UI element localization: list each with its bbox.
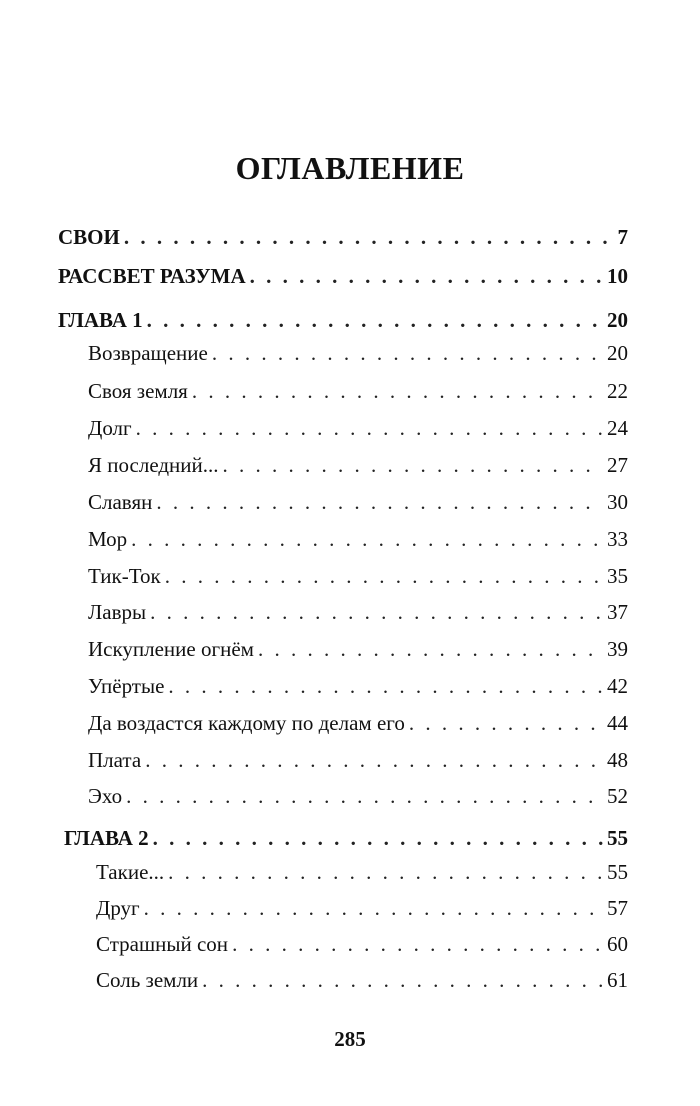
toc-item bbox=[88, 335, 628, 371]
toc-entry-page: 44 bbox=[607, 711, 628, 735]
toc-entry-label: Эхо bbox=[88, 784, 123, 808]
toc-item bbox=[96, 962, 628, 998]
toc-entry-page: 37 bbox=[607, 600, 628, 624]
toc-entry-page: 22 bbox=[607, 379, 628, 403]
toc-entry-page: 10 bbox=[607, 264, 628, 288]
toc-item bbox=[88, 742, 628, 778]
toc-section bbox=[58, 302, 628, 338]
toc-entry-label: Мор bbox=[88, 527, 128, 551]
dot-leader bbox=[150, 594, 603, 630]
toc-entry-label: Плата bbox=[88, 748, 142, 772]
toc-entry-page: 27 bbox=[607, 453, 628, 477]
toc-entry-page: 20 bbox=[607, 341, 628, 365]
toc-item bbox=[96, 854, 628, 890]
toc-entry-label: Упёртые bbox=[88, 674, 165, 698]
toc-section bbox=[58, 258, 628, 294]
dot-leader bbox=[212, 335, 603, 371]
dot-leader bbox=[147, 302, 603, 338]
toc-item bbox=[88, 521, 628, 557]
toc-section bbox=[58, 219, 628, 255]
toc-item bbox=[88, 484, 628, 520]
toc-item bbox=[88, 410, 628, 446]
dot-leader bbox=[232, 926, 603, 962]
toc-entry-label: ГЛАВА 1 bbox=[58, 308, 143, 332]
toc-entry-page: 24 bbox=[607, 416, 628, 440]
toc-entry-label: Я последний... bbox=[88, 453, 219, 477]
toc-entry-label: Искупление огнём bbox=[88, 637, 254, 661]
toc-item bbox=[88, 373, 628, 409]
toc-item bbox=[88, 447, 628, 483]
dot-leader bbox=[136, 410, 603, 446]
toc-entry-page: 55 bbox=[607, 826, 628, 850]
toc-item bbox=[88, 778, 628, 814]
toc-item bbox=[88, 705, 628, 741]
dot-leader bbox=[144, 890, 603, 926]
toc-item bbox=[88, 631, 628, 667]
toc-item bbox=[88, 668, 628, 704]
toc-entry-page: 30 bbox=[607, 490, 628, 514]
dot-leader bbox=[409, 705, 603, 741]
dot-leader bbox=[168, 668, 603, 704]
toc-item bbox=[96, 890, 628, 926]
dot-leader bbox=[258, 631, 603, 667]
dot-leader bbox=[168, 854, 603, 890]
toc-entry-page: 35 bbox=[607, 564, 628, 588]
dot-leader bbox=[131, 521, 603, 557]
toc-entry-page: 60 bbox=[607, 932, 628, 956]
page-number: 285 bbox=[334, 1027, 366, 1051]
toc-entry-page: 7 bbox=[617, 225, 628, 249]
toc-entry-label: ГЛАВА 2 bbox=[64, 826, 149, 850]
toc-entry-label: Своя земля bbox=[88, 379, 188, 403]
toc-item bbox=[88, 594, 628, 630]
toc-entry-label: Да воздастся каждому по делам его bbox=[88, 711, 405, 735]
toc-entry-page: 20 bbox=[607, 308, 628, 332]
toc-entry-label: Славян bbox=[88, 490, 153, 514]
toc-entry-label: Возвращение bbox=[88, 341, 208, 365]
toc-entry-label: Такие... bbox=[96, 860, 165, 884]
dot-leader bbox=[165, 558, 603, 594]
toc-entry-page: 48 bbox=[607, 748, 628, 772]
toc-entry-page: 52 bbox=[607, 784, 628, 808]
toc-entry-label: Тик-Ток bbox=[88, 564, 161, 588]
toc-entry-page: 57 bbox=[607, 896, 628, 920]
toc-entry-label: Долг bbox=[88, 416, 132, 440]
dot-leader bbox=[124, 219, 614, 255]
dot-leader bbox=[223, 447, 603, 483]
toc-entry-page: 42 bbox=[607, 674, 628, 698]
toc-entry-label: Друг bbox=[96, 896, 140, 920]
toc-entry-label: Лавры bbox=[88, 600, 147, 624]
toc-item bbox=[96, 926, 628, 962]
toc-entry-page: 39 bbox=[607, 637, 628, 661]
toc-entry-label: Страшный сон bbox=[96, 932, 229, 956]
toc-entry-label: РАССВЕТ РАЗУМА bbox=[58, 264, 246, 288]
dot-leader bbox=[153, 820, 603, 856]
toc-entry-label: Соль земли bbox=[96, 968, 199, 992]
dot-leader bbox=[250, 258, 603, 294]
toc-entry-page: 55 bbox=[607, 860, 628, 884]
dot-leader bbox=[156, 484, 603, 520]
dot-leader bbox=[202, 962, 603, 998]
toc-entry-page: 61 bbox=[607, 968, 628, 992]
toc-section bbox=[64, 820, 628, 856]
page-title: ОГЛАВЛЕНИЕ bbox=[235, 150, 465, 186]
toc-entry-label: СВОИ bbox=[58, 225, 120, 249]
dot-leader bbox=[192, 373, 603, 409]
dot-leader bbox=[145, 742, 603, 778]
toc-entry-page: 33 bbox=[607, 527, 628, 551]
dot-leader bbox=[126, 778, 603, 814]
toc-item bbox=[88, 558, 628, 594]
